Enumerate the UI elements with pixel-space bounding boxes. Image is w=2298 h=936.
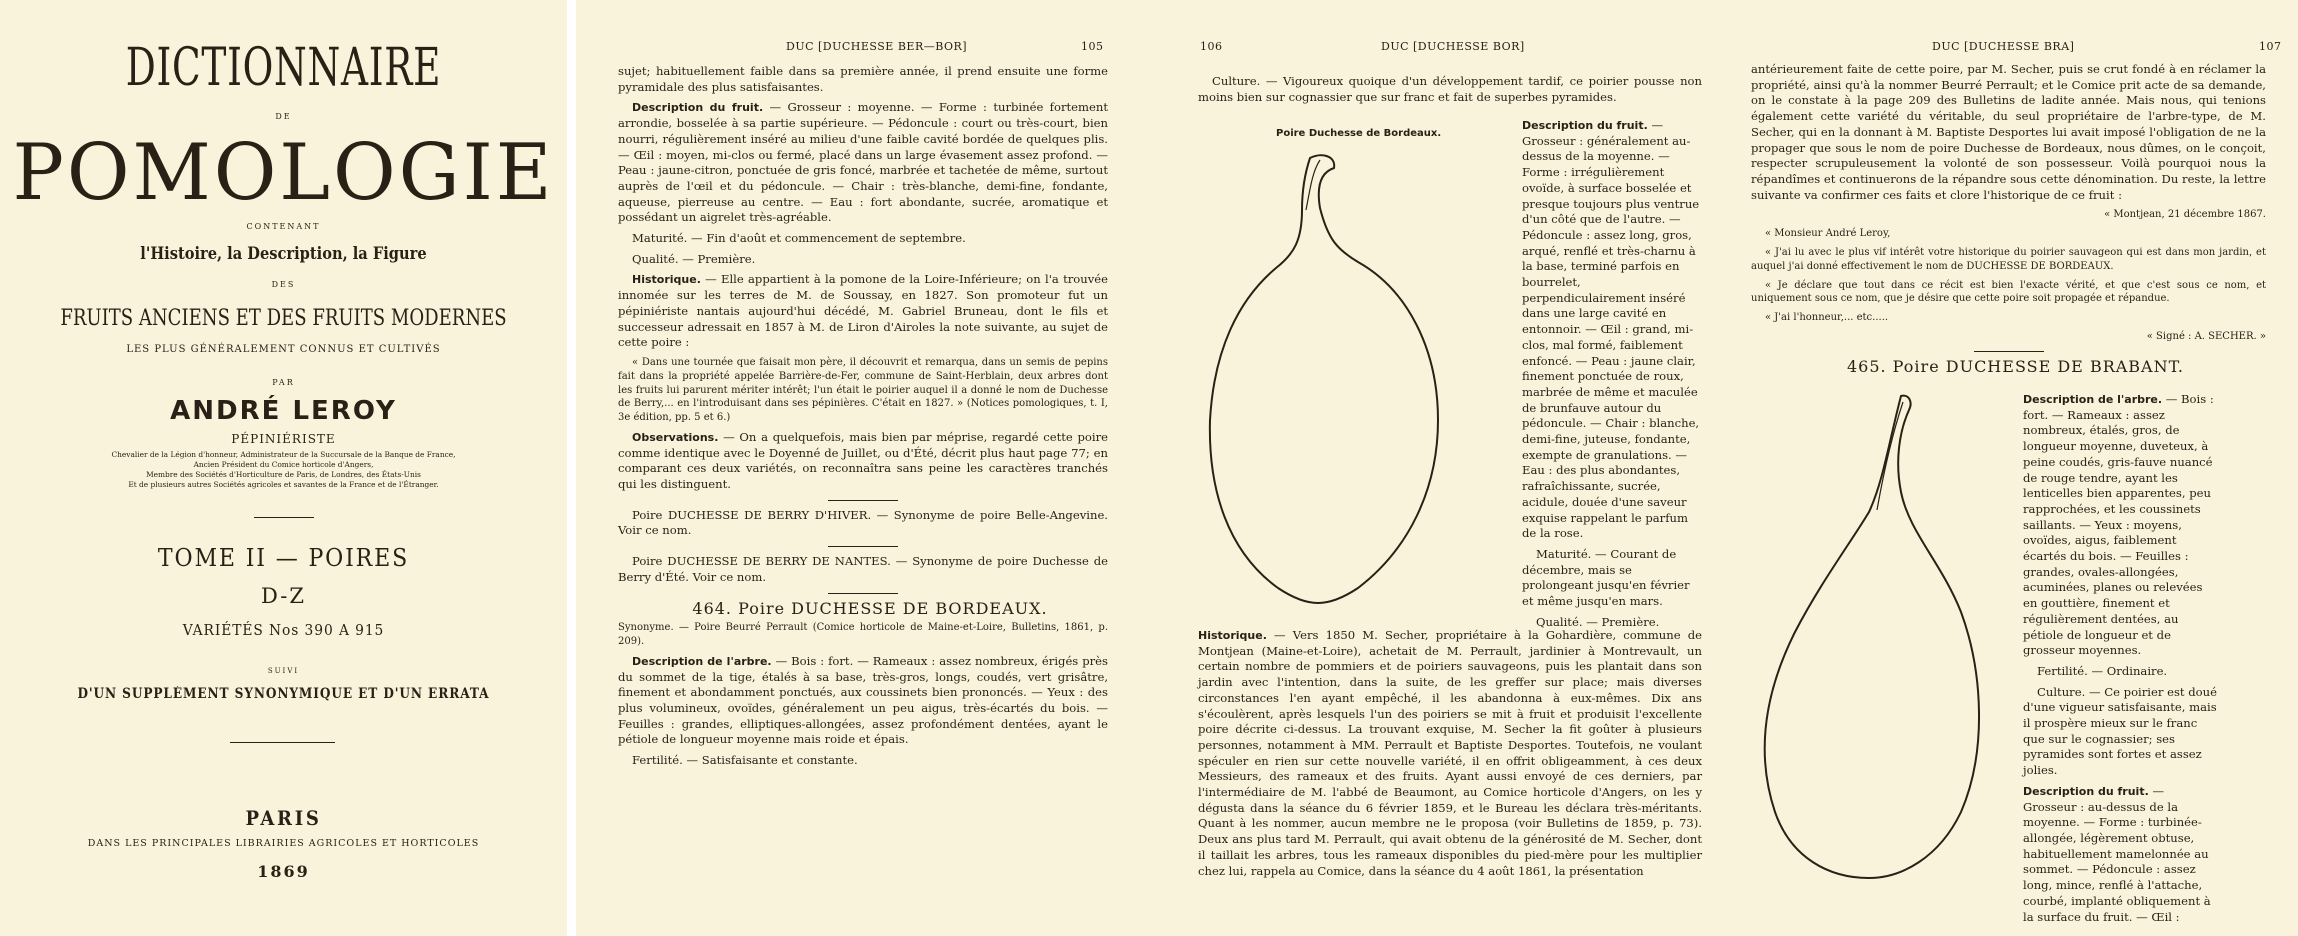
title-pomologie: POMOLOGIE — [12, 128, 555, 218]
publication-city: PARIS — [245, 806, 322, 830]
running-header-107: DUC [DUCHESSE BRA] — [1932, 40, 2075, 53]
divider — [828, 593, 898, 594]
page-gutter — [567, 0, 576, 936]
title-dictionnaire: DICTIONNAIRE — [125, 38, 442, 98]
section-label: Description du fruit. — [1522, 119, 1648, 132]
paragraph — [2023, 392, 2219, 659]
section-text: — Bois : fort. — Rameaux : assez nombreux, érigés près du sommet de la tige, étalés à sa base, très-gros, longs, coudés, vert grisâtre, finement et abondamment ponctués, aux coussinets bien prononcés. — Yeux : des plus volumineux, ovoïdes, généralement un peu aigus, très-écartés du bois. — Feuilles : grandes, elliptiques-allongées, assez profondément dentées, ayant le pétiole de longueur moyenne mais roide et épais. — [618, 653, 1108, 747]
section-text: — On a quelquefois, mais bien par méprise, regardé cette poire comme identique avec le Doyenné de Juillet, ou d'Été, décrit plus haut page 77; en comparant ces deux variétés, on reconnaîtra sans peine les caractères tranchés qui les distinguent. — [618, 429, 1108, 492]
section-text: — Elle appartient à la pomone de la Loire-Inférieure; on l'a trouvée innomée sur les terres de M. de Soussay, en 1827. Son promoteur fut un pépiniériste nantais aujourd'hui décédé, M. Gabriel Bruneau, dont le fils et successeur adressait en 1857 à M. de Liron d'Airoles la note suivante, au sujet de cette poire : — [618, 272, 1108, 350]
paragraph — [1198, 628, 1702, 879]
section-text: — Grosseur : au-dessus de la moyenne. — Forme : turbinée-allongée, légèrement obtuse, habituellement mamelonnée au sommet. — Pédoncule : assez long, mince, renflé à l'attache, courbé, implanté obliquement à la surface du fruit. — Œil : — [2023, 783, 2211, 924]
publisher-line: DANS LES PRINCIPALES LIBRAIRIES AGRICOLES ET HORTICOLES — [87, 838, 480, 849]
fertility-line: Fertilité. — Ordinaire. — [2037, 663, 2168, 678]
tome-title: TOME II — POIRES — [157, 544, 410, 572]
varieties-range: VARIÉTÉS Nos 390 A 915 — [182, 621, 385, 639]
letter-paragraph: « J'ai lu avec le plus vif intérêt votre historique du poirier sauvageon qui est dans mon jardin, et auquel j'ai donné effectivement le nom de DUCHESSE DE BORDEAUX. — [1751, 246, 2266, 272]
section-label: Historique. — [632, 273, 701, 287]
title-plus: LES PLUS GÉNÉRALEMENT CONNUS ET CULTIVÉS — [126, 344, 441, 355]
divider — [1974, 351, 2044, 352]
tome-range: D-Z — [261, 584, 306, 608]
section-label: Description du fruit. — [632, 101, 764, 115]
divider — [230, 742, 335, 743]
synonym-entry: Poire DUCHESSE DE BERRY DE NANTES. — Synonyme de poire Duchesse de Berry d'Été. Voir ce nom. — [618, 554, 1108, 584]
running-header-106: DUC [DUCHESSE BOR] — [1381, 40, 1525, 53]
book-spread — [576, 0, 2298, 936]
page-number-107: 107 — [2259, 40, 2282, 53]
title-de: DE — [275, 112, 292, 121]
pear-illustration-brabant — [1751, 392, 2006, 882]
page-106-history — [1198, 628, 1702, 884]
variety-heading-464: 464. Poire DUCHESSE DE BORDEAUX. — [692, 598, 1048, 618]
credential-line: Et de plusieurs autres Sociétés agricoles et savantes de la France et de l'Étranger. — [128, 480, 439, 489]
letter-closing: « J'ai l'honneur,... etc..... — [1765, 312, 1889, 324]
page-number-106: 106 — [1200, 40, 1223, 53]
pear-outline — [1765, 396, 1979, 878]
synonymy-line: Synonyme. — Poire Beurré Perrault (Comice horticole de Maine-et-Loire, Bulletins, 1861, p. 209). — [618, 622, 1108, 648]
divider — [254, 517, 314, 518]
variety-heading-465: 465. Poire DUCHESSE DE BRABANT. — [1846, 356, 2185, 376]
section-text: — Bois : fort. — Rameaux : assez nombreux, étalés, gros, de longueur moyenne, duveteux, à peine coudés, gris-fauve nuancé de rouge tendre, ayant les lenticelles bien apparentes, peu rapprochées, et les coussinets saillants. — Yeux : moyens, ovoïdes, aigus, faiblement écartés du bois. — Feuilles : grandes, ovales-allongées, acuminées, planes ou relevées en gouttière, finement et régulièrement dentées, au pétiole de longueur et de grosseur moyennes. — [2023, 392, 2214, 658]
figure-caption: Poire Duchesse de Bordeaux. — [1276, 128, 1442, 139]
page-106-fruit-text — [1522, 118, 1702, 636]
author-role: PÉPINIÉRISTE — [231, 432, 336, 446]
section-label: Historique. — [1198, 629, 1267, 642]
title-par: PAR — [272, 378, 295, 387]
paragraph — [618, 430, 1108, 493]
letter-signature: « Signé : A. SECHER. » — [2146, 330, 2266, 342]
quotation: « Dans une tournée que faisait mon père, il découvrit et remarqua, dans un semis de pepins fait dans la propriété appelée Barrière-de-Fer, commune de Saint-Herblain, deux arbres dont les fruits lui parurent mériter intérêt; l'un était le poirier auquel il a donné le nom de Duchesse de Berry,... en l'introduisant dans ses pépinières. C'était en 1827. » (Notices pomologiques, t. I, 3e édition, pp. 5 et 6.) — [618, 356, 1108, 424]
title-des: DES — [271, 280, 296, 289]
publication-year: 1869 — [257, 862, 310, 881]
author-credentials — [0, 450, 567, 490]
section-text: — Grosseur : généralement au-dessus de la moyenne. — Forme : irrégulièrement ovoïde, à surface bosselée et presque toujours plus ventrue d'un côté que de l'autre. — Pédoncule : assez long, gros, arqué, renflé et très-charnu à la base, terminé parfois en bourrelet, perpendiculairement inséré dans une large cavité en entonnoir. — Œil : grand, mi-clos, mal formé, faiblement enfoncé. — Peau : jaune clair, finement ponctuée de roux, marbrée de même et maculée de brunfauve autour du pédoncule. — Chair : blanche, demi-fine, juteuse, fondante, exempte de granulations. — Eau : des plus abondantes, rafraîchissante, sucrée, acidule, douée d'une saveur exquise rappelant le parfum de la rose. — [1522, 118, 1700, 541]
synonym-entry: Poire DUCHESSE DE BERRY D'HIVER. — Synonyme de poire Belle-Angevine. Voir ce nom. — [618, 507, 1108, 538]
title-suivi: SUIVI — [267, 667, 300, 675]
section-label: Observations. — [632, 430, 719, 444]
page-107-text — [1751, 62, 2266, 379]
paragraph: sujet; habituellement faible dans sa première année, il prend ensuite une forme pyramidale des plus satisfaisantes. — [618, 64, 1108, 94]
page-106-culture — [1198, 74, 1702, 110]
paragraph — [1522, 118, 1702, 542]
title-contenant: CONTENANT — [246, 222, 321, 231]
title-histoire: l'Histoire, la Description, la Figure — [140, 244, 427, 264]
culture-line: Culture. — Ce poirier est doué d'une vigueur satisfaisante, mais il prospère mieux sur le franc que sur le cognassier; ses pyramides sont fortes et assez jolies. — [2023, 684, 2217, 778]
section-label: Description du fruit. — [2023, 784, 2149, 798]
section-text: — Vers 1850 M. Secher, propriétaire à la Gohardière, commune de Montjean (Maine-et-Loire), achetait de M. Perrault, jardinier à Montrevault, un certain nombre de pommiers et de poiriers sauvageons, puis les plantait dans son jardin avec l'intention, dans la suite, de les greffer sur place; mais diverses circonstances l'en ayant empêché, il les abandonna à eux-mêmes. Dix ans s'écoulèrent, après lesquels l'un des poiriers se mit à fruit et produisit l'excellente poire décrite ci-dessus. La trouvant exquise, M. Secher la fit goûter à plusieurs personnes, notamment à MM. Perrault et Baptiste Desportes. Toutefois, ne voulant spéculer en rien sur cette nouvelle variété, il en offrit obligeamment, à ces deux Messieurs, des rameaux et des fruits. Ayant aussi envoyé de ces derniers, par l'intermédiaire de M. l'abbé de Beaumont, au Comice horticole d'Angers, on les y dégusta dans la séance du 6 février 1859, et le Bureau les déclara très-méritants. Quant à les nommer, aucun membre ne le proposa (voir Bulletins de 1859, p. 73). Deux ans plus tard M. Perrault, qui avait obtenu de la générosité de M. Secher, dont il taillait les arbres, tous les rameaux disponibles du pied-mère pour les multiplier chez lui, rappela au Comice, dans la séance du 4 août 1861, la présentation — [1198, 628, 1702, 878]
paragraph — [618, 654, 1108, 748]
credential-line: Chevalier de la Légion d'honneur, Administrateur de la Succursale de la Banque de France, — [111, 450, 456, 459]
maturity-line: Maturité. — Courant de décembre, mais se prolongeant jusqu'en février et même jusqu'en mars. — [1522, 546, 1690, 609]
culture-line: Culture. — Vigoureux quoique d'un développement tardif, ce poirier pousse non moins bien sur cognassier que sur franc et fait de superbes pyramides. — [1198, 74, 1702, 104]
pear-illustration-bordeaux — [1198, 150, 1498, 610]
running-header-105: DUC [DUCHESSE BER—BOR] — [786, 40, 968, 53]
paragraph — [618, 272, 1108, 351]
section-label: Description de l'arbre. — [632, 654, 772, 668]
letter-paragraph: « Je déclare que tout dans ce récit est bien l'exacte vérité, et que c'est sous ce nom, et uniquement sous ce nom, que je désire que cette poire soit propagée et répandue. — [1751, 279, 2266, 305]
section-text: — Grosseur : moyenne. — Forme : turbinée fortement arrondie, bosselée à sa partie supérieure. — Pédoncule : court ou très-court, bien nourri, régulièrement inséré au milieu d'une faible cavité bordée de quelques plis. — Œil : moyen, mi-clos ou fermé, placé dans un large évasement assez profond. — Peau : jaune-citron, ponctuée de gris foncé, marbrée et tachetée de même, surtout auprès de l'œil et du pédoncule. — Chair : très-blanche, demi-fine, fondante, aqueuse, pierreuse au centre. — Eau : fort abondante, sucrée, aromatique et possédant un aigrelet très-agréable. — [618, 100, 1108, 225]
fertility-line: Fertilité. — Satisfaisante et constante. — [632, 753, 858, 768]
title-fruits: FRUITS ANCIENS ET DES FRUITS MODERNES — [60, 306, 507, 331]
page-105-text — [618, 64, 1108, 774]
title-page — [0, 0, 567, 936]
section-label: Description de l'arbre. — [2023, 393, 2163, 406]
page-107-column-text — [2023, 392, 2219, 930]
credential-line: Membre des Sociétés d'Horticulture de Paris, de Londres, des États-Unis — [146, 470, 421, 479]
divider — [828, 546, 898, 547]
pear-outline — [1210, 155, 1438, 603]
quality-line: Qualité. — Première. — [1536, 614, 1660, 629]
quality-line: Qualité. — Première. — [632, 251, 756, 266]
letter-date: « Montjean, 21 décembre 1867. — [2104, 209, 2266, 221]
credential-line: Ancien Président du Comice horticole d'Angers, — [193, 460, 374, 469]
maturity-line: Maturité. — Fin d'août et commencement de septembre. — [632, 231, 966, 246]
letter-salutation: « Monsieur André Leroy, — [1765, 228, 1891, 240]
author-name: ANDRÉ LEROY — [170, 396, 397, 426]
paragraph: antérieurement faite de cette poire, par M. Secher, puis se crut fondé à en réclamer la propriété, ainsi qu'à la nommer Beurré Perrault; et le Comice prit acte de sa demande, on le constate à la page 209 des Bulletins de ladite année. Mais nous, qui tenions également cette variété du véritable, du seul propriétaire de l'arbre-type, de M. Secher, qui en la donnant à M. Baptiste Desportes lui avait imposé l'obligation de ne la propager que sous le nom de poire Duchesse de Bordeaux, nous dûmes, on le conçoit, respecter scrupuleusement la volonté de son possesseur. Voilà pourquoi nous la répandîmes et continuerons de la répandre sous cette dénomination. Du reste, la lettre suivante va confirmer ces faits et clore l'historique de ce fruit : — [1751, 62, 2266, 202]
paragraph — [2023, 784, 2219, 925]
paragraph — [618, 100, 1108, 226]
page-number-105: 105 — [1081, 40, 1104, 53]
supplement-line: D'UN SUPPLÉMENT SYNONYMIQUE ET D'UN ERRATA — [77, 686, 490, 702]
divider — [828, 500, 898, 501]
